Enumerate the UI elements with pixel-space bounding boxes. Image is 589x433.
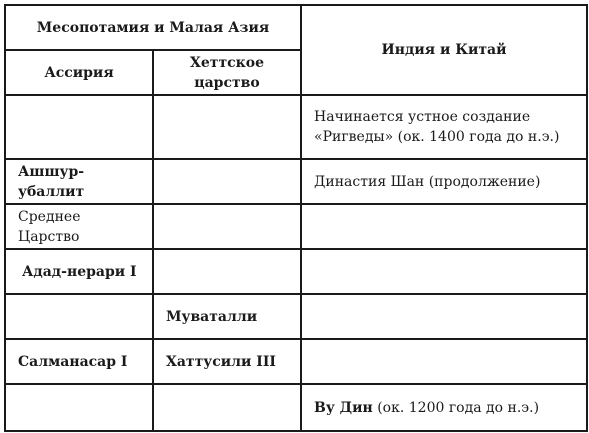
header-india-china: Индия и Китай bbox=[301, 5, 587, 95]
cell-hittite bbox=[153, 384, 301, 431]
cell-hittite: Хаттусили III bbox=[153, 339, 301, 384]
cell-india-china: Династия Шан (продолжение) bbox=[301, 159, 587, 204]
cell-india-china bbox=[301, 95, 587, 159]
table-row bbox=[5, 339, 587, 384]
header-hittite-kingdom: Хеттское царство bbox=[153, 50, 301, 95]
table-row bbox=[5, 204, 587, 249]
cell-assyria bbox=[5, 384, 153, 431]
cell-hittite bbox=[153, 204, 301, 249]
cell-india-china bbox=[301, 249, 587, 294]
cell-hittite: Муваталли bbox=[153, 294, 301, 339]
table-row bbox=[5, 384, 587, 431]
cell-assyria: Адад-нерари I bbox=[5, 249, 153, 294]
table-row bbox=[5, 159, 587, 204]
cell-assyria: Среднее Царство bbox=[5, 204, 153, 249]
cell-assyria: Салманасар I bbox=[5, 339, 153, 384]
ruler-name: Ву Дин bbox=[314, 399, 373, 416]
cell-india-china bbox=[301, 294, 587, 339]
cell-assyria: Ашшур-убаллит bbox=[5, 159, 153, 204]
cell-hittite bbox=[153, 159, 301, 204]
header-row-1 bbox=[5, 5, 587, 50]
ruler-date: (ок. 1200 года до н.э.) bbox=[372, 399, 540, 416]
chronology-table bbox=[4, 4, 588, 432]
header-assyria: Ассирия bbox=[5, 50, 153, 95]
cell-line: «Ригведы» (ок. 1400 года до н.э.) bbox=[314, 129, 560, 145]
cell-india-china bbox=[301, 384, 587, 431]
table-row bbox=[5, 249, 587, 294]
cell-line: Начинается устное создание bbox=[314, 109, 531, 125]
cell-assyria bbox=[5, 294, 153, 339]
cell-hittite bbox=[153, 95, 301, 159]
table-row bbox=[5, 95, 587, 159]
cell-india-china bbox=[301, 204, 587, 249]
cell-india-china bbox=[301, 339, 587, 384]
table-row bbox=[5, 294, 587, 339]
cell-hittite bbox=[153, 249, 301, 294]
header-mesopotamia-asia-minor: Месопотамия и Малая Азия bbox=[5, 5, 301, 50]
cell-assyria bbox=[5, 95, 153, 159]
